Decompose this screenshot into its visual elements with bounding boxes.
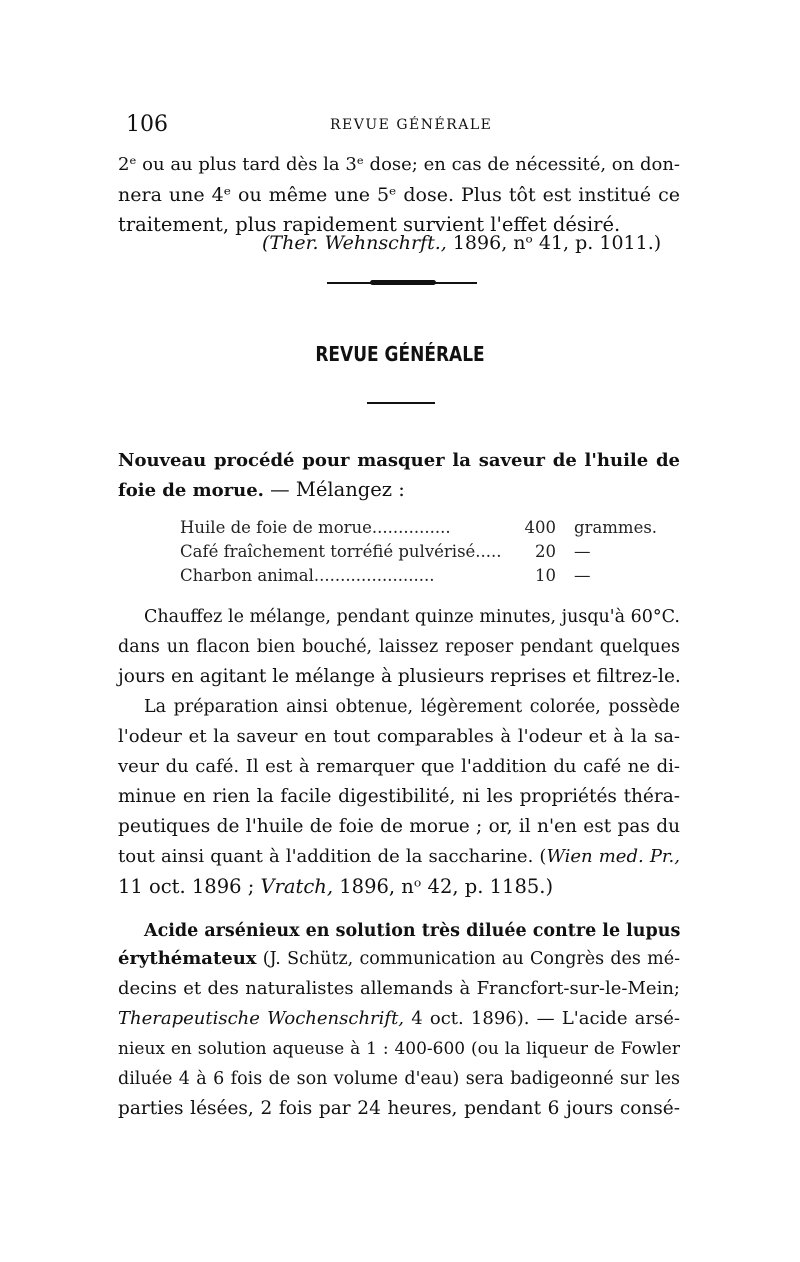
article-heading-bold: érythémateux [118,948,257,969]
recipe-table [180,516,658,588]
citation-journal: Therapeutische Wochenschrift, [118,1008,405,1029]
section-rule [367,402,435,404]
body-line: l'odeur et la saveur en tout comparables à l'odeur et à la sa- [118,726,680,747]
body-line [118,944,680,974]
body-text: tout ainsi quant à l'addition de la saccharine. ( [118,846,547,867]
body-line: Chauffez le mélange, pendant quinze minutes, jusqu'à 60°C. [144,607,680,627]
body-text: (J. Schütz, communication au Congrès des mé- [262,949,680,969]
running-head: REVUE GÉNÉRALE [330,117,493,133]
body-line [118,872,680,902]
article-heading: Nouveau procédé pour masquer la saveur de l'huile de [118,450,680,471]
body-text: 4 oct. 1896). — L'acide arsé- [411,1008,680,1029]
citation-details: 1896, nᵒ 41, p. 1011.) [452,232,662,254]
body-line: nera une 4ᵉ ou même une 5ᵉ dose. Plus tôt est institué ce [118,184,680,206]
citation-details: 1896, nᵒ 42, p. 1185.) [339,875,554,898]
body-line: diluée 4 à 6 fois de son volume d'eau) sera badigeonné sur les [118,1069,680,1089]
body-line: veur du café. Il est à remarquer que l'addition du café ne di- [118,756,680,777]
recipe-unit: — [574,566,591,585]
recipe-quantity: 20 [535,542,556,561]
body-line: La préparation ainsi obtenue, légèrement colorée, possède [144,697,680,717]
body-line: dans un flacon bien bouché, laissez reposer pendant quelques [118,637,680,657]
article-heading-bold: foie de morue. [118,480,264,501]
body-text: 11 oct. 1896 ; [118,875,255,898]
page-number: 106 [126,112,168,137]
body-line: jours en agitant le mélange à plusieurs reprises et filtrez-le. [118,666,681,687]
citation [262,232,661,254]
body-line: decins et des naturalistes allemands à Francfort-sur-le-Mein; [118,978,680,999]
citation-journal: Wien med. Pr., [546,846,681,867]
article-heading-rest: — Mélangez : [270,478,405,501]
body-line [118,842,680,872]
section-title: REVUE GÉNÉRALE [315,342,485,366]
citation-journal: Vratch, [260,875,334,898]
recipe-quantity: 400 [524,518,556,537]
body-line: 2ᵉ ou au plus tard dès la 3ᵉ dose; en cas de nécessité, on don- [118,154,680,175]
body-line: traitement, plus rapidement survient l'effet désiré. [118,213,621,236]
recipe-unit: — [574,542,591,561]
body-line: peutiques de l'huile de foie de morue ; or, il n'en est pas du [118,816,680,837]
citation-journal: (Ther. Wehnschrft., [262,232,447,254]
ornamental-rule-center [370,280,436,285]
article-heading-line2 [118,475,680,506]
recipe-ingredient: Charbon animal....................... [180,566,435,585]
body-line: nieux en solution aqueuse à 1 : 400-600 (ou la liqueur de Fowler [118,1039,680,1059]
body-line [118,1004,680,1034]
article-heading: Acide arsénieux en solution très diluée contre le lupus [144,921,681,941]
recipe-quantity: 10 [535,566,556,585]
recipe-ingredient: Huile de foie de morue............... [180,518,451,537]
body-line: parties lésées, 2 fois par 24 heures, pendant 6 jours consé- [118,1098,680,1119]
body-line: minue en rien la facile digestibilité, ni les propriétés théra- [118,786,680,807]
recipe-ingredient: Café fraîchement torréfié pulvérisé..... [180,542,502,561]
recipe-unit: grammes. [574,518,658,537]
